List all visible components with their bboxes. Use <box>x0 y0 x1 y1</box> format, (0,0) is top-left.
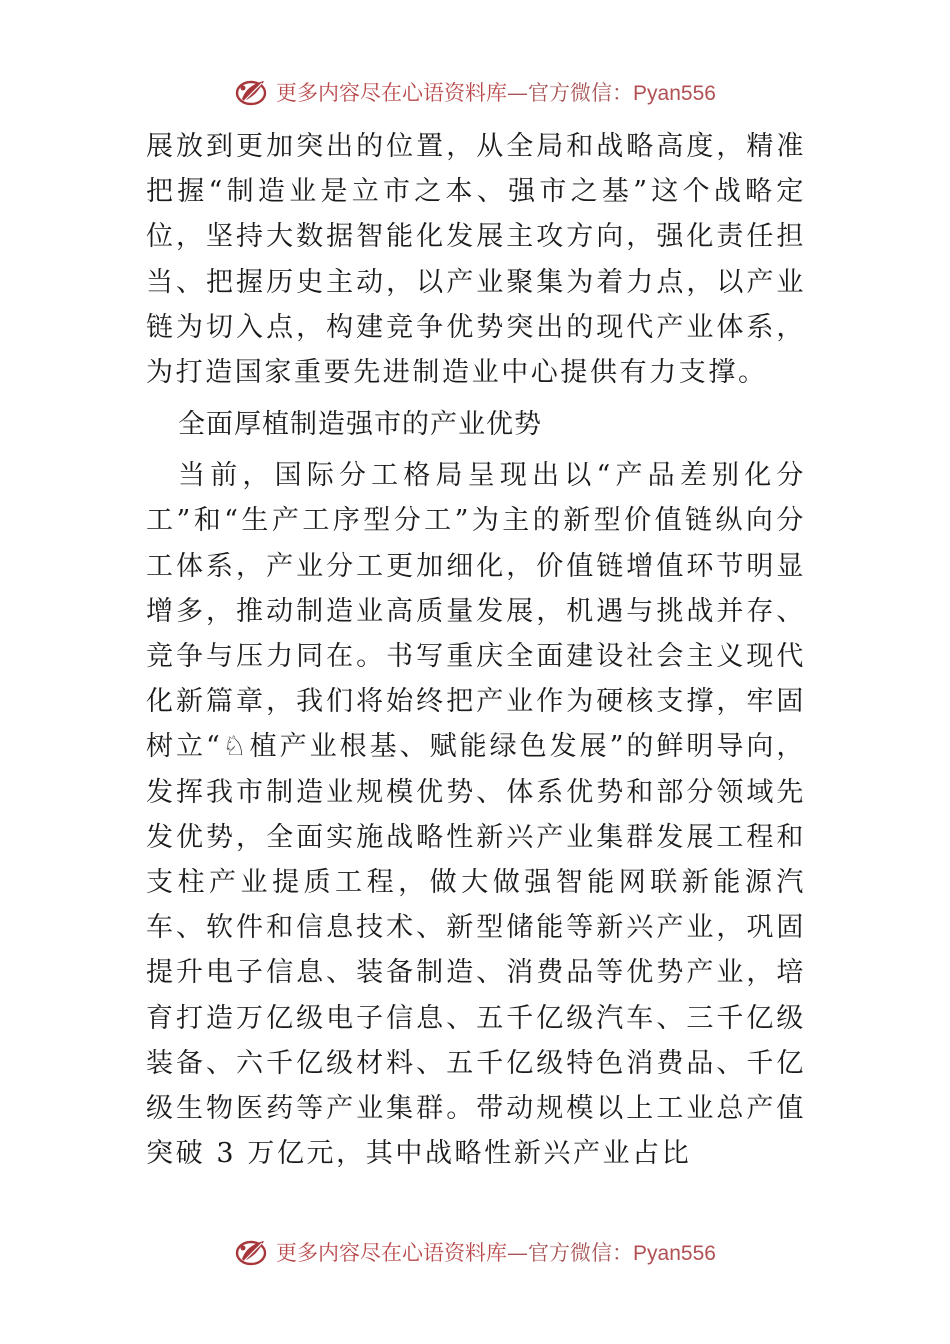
paragraph-body: 当前，国际分工格局呈现出以“产品差别化分工”和“生产工序型分工”为主的新型价值链纵向分工体系，产业分工更加细化，价值链增值环节明显增多，推动制造业高质量发展，机遇与挑战并存、竞争与压力同在。书写重庆全面建设社会主义现代化新篇章，我们将始终把产业作为硬核支撑，牢固树立“♘植产业根基、赋能绿色发展”的鲜明导向，发挥我市制造业规模优势、体系优势和部分领域先发优势，全面实施战略性新兴产业集群发展工程和支柱产业提质工程，做大做强智能网联新能源汽车、软件和信息技术、新型储能等新兴产业，巩固提升电子信息、装备制造、消费品等优势产业，培育打造万亿级电子信息、五千亿级汽车、三千亿级装备、六千亿级材料、五千亿级特色消费品、千亿级生物医药等产业集群。带动规模以上工业总产值突破 3 万亿元，其中战略性新兴产业占比 <box>146 460 806 1170</box>
watermark-separator: — <box>507 81 529 105</box>
leaf-logo-icon <box>234 1235 268 1269</box>
footer-watermark <box>0 1232 950 1272</box>
watermark-text <box>276 1237 716 1267</box>
watermark-wechat-id: Pyan556 <box>633 1242 716 1265</box>
section-heading: 全面厚植制造强市的产业优势 <box>178 409 542 441</box>
document-body <box>146 124 806 1176</box>
watermark-text <box>276 77 716 107</box>
watermark-wechat-id: Pyan556 <box>633 82 716 105</box>
watermark-sub-text: 官方微信： <box>528 81 634 105</box>
watermark-separator: — <box>507 1241 529 1265</box>
watermark-sub-text: 官方微信： <box>528 1241 634 1265</box>
header-watermark <box>0 72 950 112</box>
leaf-logo-icon <box>234 75 268 109</box>
watermark-main-text: 更多内容尽在心语资料库 <box>276 81 508 105</box>
watermark-main-text: 更多内容尽在心语资料库 <box>276 1241 508 1265</box>
paragraph-continuation: 展放到更加突出的位置，从全局和战略高度，精准把握“制造业是立市之本、强市之基”这个战略定位，坚持大数据智能化发展主攻方向，强化责任担当、把握历史主动，以产业聚集为着力点，以产业链为切入点，构建竞争优势突出的现代产业体系，为打造国家重要先进制造业中心提供有力支撑。 <box>146 131 806 389</box>
